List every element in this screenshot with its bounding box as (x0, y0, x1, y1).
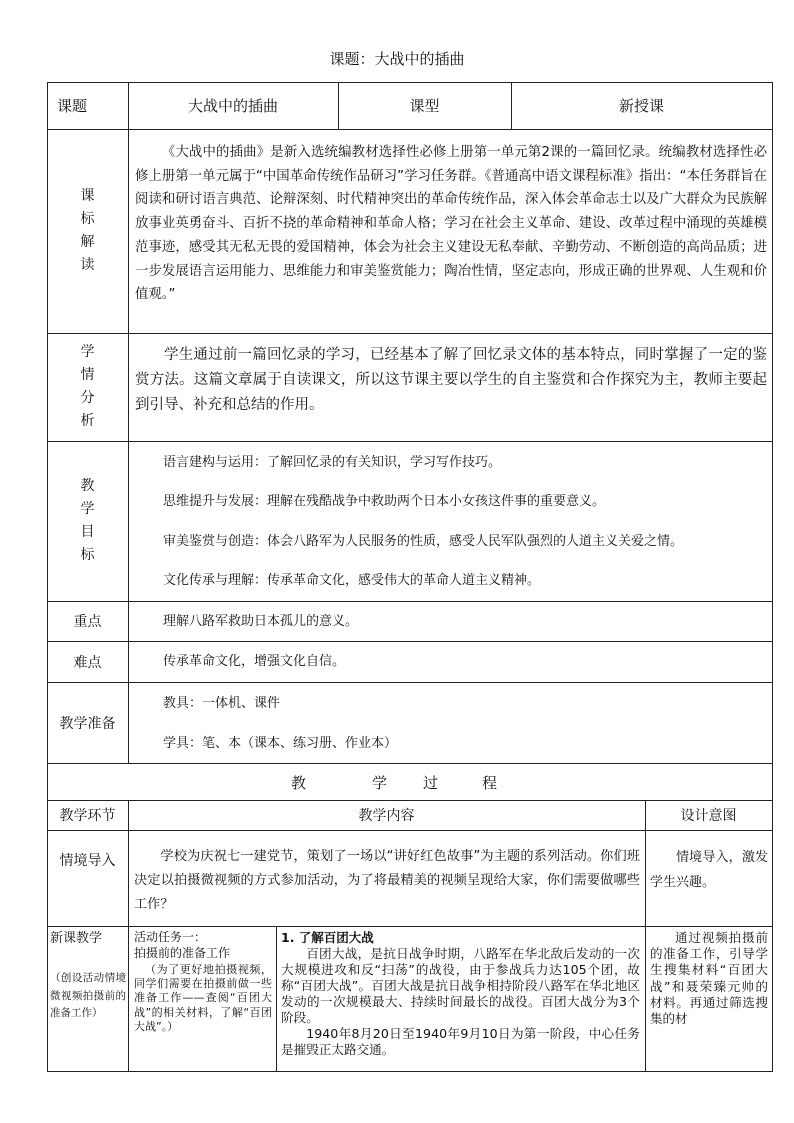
task-title: 活动任务一： (134, 930, 207, 944)
new-lesson-stage-label: 新课教学 (50, 931, 103, 946)
standard-label: 课 标 解 读 (80, 188, 95, 273)
task-name: 拍摄前的准备工作 (134, 945, 231, 960)
difficulty-label: 难点 (73, 654, 102, 671)
goal-item: 语言建构与运用：了解回忆录的有关知识，学习写作技巧。 (163, 455, 502, 470)
section-title: 1. 了解百团大战 (281, 930, 374, 945)
header-type-value: 新授课 (618, 97, 664, 115)
intro-intent: 情境导入，激发学生兴趣。 (650, 850, 768, 890)
goal-item: 思维提升与发展：理解在残酷战争中救助两个日本小女孩这件事的重要意义。 (163, 494, 606, 509)
new-lesson-stage (50, 930, 126, 1023)
new-lesson-intent: 通过视频拍摄前的准备工作，引导学生搜集材料“百团大战”和聂荣臻元帅的材料。再通过筛选搜集的材 (650, 930, 768, 1027)
difficulty-text: 传承革命文化，增强文化自信。 (163, 654, 346, 669)
preparation-student: 学具：笔、本（课本、练习册、作业本） (163, 736, 398, 751)
preparation-label: 教学准备 (59, 715, 116, 732)
key-point-label: 重点 (73, 614, 102, 630)
page-title: 课题：大战中的插曲 (329, 50, 465, 68)
key-point-text: 理解八路军救助日本孤儿的意义。 (163, 614, 359, 629)
process-banner: 教 学 过 程 (291, 774, 498, 792)
header-type-label: 课型 (409, 97, 440, 115)
goal-item: 审美鉴赏与创造：体会八路军为人民服务的性质，感受人民军队强烈的人道主义关爱之情。 (163, 534, 684, 549)
intro-content: 学校为庆祝七一建党节，策划了一场以“讲好红色故事”为主题的系列活动。你们班决定以拍摄微视频的方式参加活动，为了将最精美的视频呈现给大家，你们需要做哪些工作？ (134, 849, 640, 912)
section-paragraph: 1940年8月20日至1940年9月10日为第一阶段，中心任务是摧毁正太路交通。 (281, 1026, 640, 1057)
header-topic-value: 大战中的插曲 (187, 97, 278, 115)
preparation-teacher: 教具：一体机、课件 (163, 696, 281, 711)
col-header-content: 教学内容 (358, 808, 415, 824)
goal-item: 文化传承与理解：传承革命文化，感受伟大的革命人道主义精神。 (163, 573, 541, 588)
intro-stage: 情境导入 (59, 853, 116, 869)
students-label: 学 情 分 析 (80, 344, 95, 429)
task-note: （为了更好地拍摄视频，同学们需要在拍摄前做一些准备工作——查阅“百团大战”的相关材料，了解“百团大战”。） (134, 963, 272, 1033)
new-lesson-stage-note: （创设活动情境 微视频拍摄前的准备工作） (50, 972, 126, 1019)
goals-label: 教 学 目 标 (80, 478, 95, 563)
task-cell (134, 930, 272, 1034)
header-topic-label: 课题 (57, 97, 88, 115)
section-paragraph: 百团大战，是抗日战争时期，八路军在华北敌后发动的一次大规模进攻和反“扫荡”的战役，由于参战兵力达105个团，故称“百团大战”。百团大战是抗日战争相持阶段八路军在华北地区发动的一次规模最大、持续时间最长的战役。百团大战分为3个阶段。 (281, 946, 640, 1025)
section-cell (281, 930, 640, 1058)
col-header-intent: 设计意图 (680, 808, 737, 824)
students-text: 学生通过前一篇回忆录的学习，已经基本了解了回忆录文体的基本特点，同时掌握了一定的鉴赏方法。这篇文章属于自读课文，所以这节课主要以学生的自主鉴赏和合作探究为主，教师主要起到引导、补充和总结的作用。 (135, 347, 767, 413)
standard-text: 《大战中的插曲》是新入选统编教材选择性必修上册第一单元第2课的一篇回忆录。统编教材选择性必修上册第一单元属于“中国革命传统作品研习”学习任务群。《普通高中语文课程标准》指出：“本任务群旨在阅读和研讨语言典范、论辩深刻、时代精神突出的革命传统作品，深入体会革命志士以及广大群众为民族解放事业英勇奋斗、百折不挠的革命精神和革命人格；学习在社会主义革命、建设、改革过程中涌现的英雄模范事迹，感受其无私无畏的爱国精神，体会为社会主义建设无私奉献、辛勤劳动、不断创造的高尚品质；进一步发展语言运用能力、思维能力和审美鉴赏能力；陶冶性情，坚定志向，形成正确的世界观、人生观和价值观。” (135, 145, 767, 303)
col-header-stage: 教学环节 (59, 808, 116, 824)
